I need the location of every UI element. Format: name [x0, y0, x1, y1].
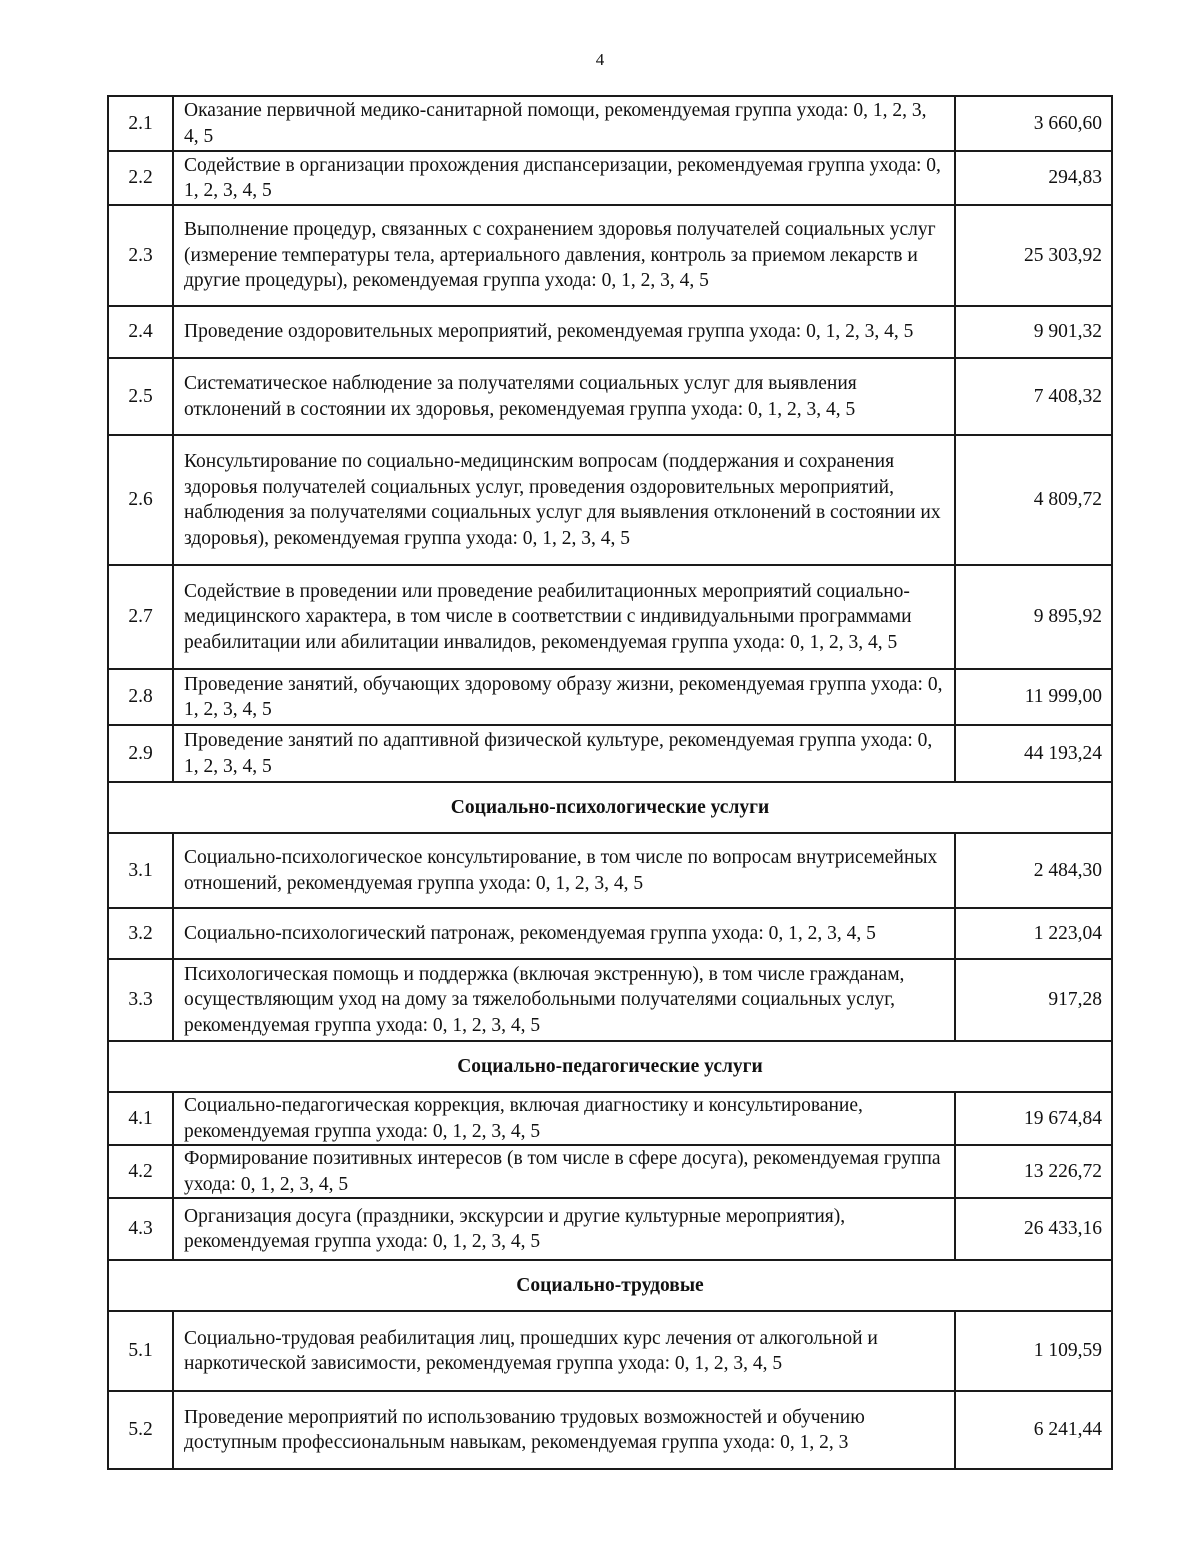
row-number: 2.3: [108, 205, 173, 306]
service-price: 4 809,72: [955, 435, 1112, 565]
section-title-pedagogical: Социально-педагогические услуги: [108, 1041, 1112, 1092]
table-row: [108, 669, 1112, 725]
table-row: [108, 1092, 1112, 1145]
row-number: 4.2: [108, 1145, 173, 1198]
service-price: 25 303,92: [955, 205, 1112, 306]
service-description: Организация досуга (праздники, экскурсии и другие культурные мероприятия), рекомендуемая группа ухода: 0, 1, 2, 3, 4, 5: [173, 1198, 955, 1260]
service-description: Социально-психологический патронаж, рекомендуемая группа ухода: 0, 1, 2, 3, 4, 5: [173, 908, 955, 959]
service-description: Проведение оздоровительных мероприятий, рекомендуемая группа ухода: 0, 1, 2, 3, 4, 5: [173, 306, 955, 358]
service-description: Систематическое наблюдение за получателями социальных услуг для выявления отклонений в состоянии их здоровья, рекомендуемая группа ухода: 0, 1, 2, 3, 4, 5: [173, 358, 955, 435]
service-description: Проведение мероприятий по использованию трудовых возможностей и обучению доступным профессиональным навыкам, рекомендуемая группа ухода: 0, 1, 2, 3: [173, 1391, 955, 1469]
table-row: [108, 358, 1112, 435]
table-row: [108, 151, 1112, 205]
tariff-table: [107, 95, 1113, 1470]
service-description: Содействие в проведении или проведение реабилитационных мероприятий социально-медицинского характера, в том числе в соответствии с индивидуальными программами реабилитации или абилитации инвалидов, рекомендуемая группа ухода: 0, 1, 2, 3, 4, 5: [173, 565, 955, 669]
table-row: [108, 1145, 1112, 1198]
service-description: Консультирование по социально-медицинским вопросам (поддержания и сохранения здоровья получателей социальных услуг, проведения оздоровительных мероприятий, наблюдения за получателями социальных услуг для выявления отклонений в состоянии их здоровья), рекомендуемая группа ухода: 0, 1, 2, 3, 4, 5: [173, 435, 955, 565]
service-price: 1 223,04: [955, 908, 1112, 959]
service-price: 19 674,84: [955, 1092, 1112, 1145]
service-description: Формирование позитивных интересов (в том числе в сфере досуга), рекомендуемая группа ухода: 0, 1, 2, 3, 4, 5: [173, 1145, 955, 1198]
row-number: 5.1: [108, 1311, 173, 1391]
service-price: 2 484,30: [955, 833, 1112, 908]
service-price: 11 999,00: [955, 669, 1112, 725]
service-description: Психологическая помощь и поддержка (включая экстренную), в том числе гражданам, осуществляющим уход на дому за тяжелобольными получателями социальных услуг, рекомендуемая группа ухода: 0, 1, 2, 3, 4, 5: [173, 959, 955, 1041]
service-price: 44 193,24: [955, 725, 1112, 782]
service-price: 13 226,72: [955, 1145, 1112, 1198]
row-number: 2.1: [108, 96, 173, 151]
service-description: Проведение занятий по адаптивной физической культуре, рекомендуемая группа ухода: 0, 1, 2, 3, 4, 5: [173, 725, 955, 782]
table-row: [108, 1198, 1112, 1260]
table-row: [108, 959, 1112, 1041]
row-number: 4.3: [108, 1198, 173, 1260]
service-price: 26 433,16: [955, 1198, 1112, 1260]
row-number: 3.3: [108, 959, 173, 1041]
table-row: [108, 435, 1112, 565]
section-title-psychological: Социально-психологические услуги: [108, 782, 1112, 833]
table-row: [108, 833, 1112, 908]
section-header-row: [108, 1041, 1112, 1092]
row-number: 2.4: [108, 306, 173, 358]
service-price: 1 109,59: [955, 1311, 1112, 1391]
row-number: 4.1: [108, 1092, 173, 1145]
section-title-labor: Социально-трудовые: [108, 1260, 1112, 1311]
row-number: 2.5: [108, 358, 173, 435]
row-number: 2.6: [108, 435, 173, 565]
service-price: 7 408,32: [955, 358, 1112, 435]
service-description: Социально-трудовая реабилитация лиц, прошедших курс лечения от алкогольной и наркотической зависимости, рекомендуемая группа ухода: 0, 1, 2, 3, 4, 5: [173, 1311, 955, 1391]
row-number: 2.2: [108, 151, 173, 205]
service-price: 6 241,44: [955, 1391, 1112, 1469]
service-description: Оказание первичной медико-санитарной помощи, рекомендуемая группа ухода: 0, 1, 2, 3, 4, 5: [173, 96, 955, 151]
service-description: Социально-психологическое консультирование, в том числе по вопросам внутрисемейных отношений, рекомендуемая группа ухода: 0, 1, 2, 3, 4, 5: [173, 833, 955, 908]
table-row: [108, 96, 1112, 151]
service-price: 9 901,32: [955, 306, 1112, 358]
table-row: [108, 908, 1112, 959]
table-row: [108, 205, 1112, 306]
table-row: [108, 306, 1112, 358]
section-header-row: [108, 1260, 1112, 1311]
row-number: 5.2: [108, 1391, 173, 1469]
row-number: 2.7: [108, 565, 173, 669]
service-description: Содействие в организации прохождения диспансеризации, рекомендуемая группа ухода: 0, 1, 2, 3, 4, 5: [173, 151, 955, 205]
row-number: 3.1: [108, 833, 173, 908]
row-number: 3.2: [108, 908, 173, 959]
service-description: Социально-педагогическая коррекция, включая диагностику и консультирование, рекомендуемая группа ухода: 0, 1, 2, 3, 4, 5: [173, 1092, 955, 1145]
service-description: Проведение занятий, обучающих здоровому образу жизни, рекомендуемая группа ухода: 0, 1, 2, 3, 4, 5: [173, 669, 955, 725]
page-number: 4: [595, 50, 605, 69]
table-row: [108, 1391, 1112, 1469]
service-price: 9 895,92: [955, 565, 1112, 669]
service-price: 917,28: [955, 959, 1112, 1041]
service-price: 294,83: [955, 151, 1112, 205]
row-number: 2.8: [108, 669, 173, 725]
section-header-row: [108, 782, 1112, 833]
table-row: [108, 725, 1112, 782]
table-row: [108, 565, 1112, 669]
table-row: [108, 1311, 1112, 1391]
row-number: 2.9: [108, 725, 173, 782]
service-description: Выполнение процедур, связанных с сохранением здоровья получателей социальных услуг (измерение температуры тела, артериального давления, контроль за приемом лекарств и другие процедуры), рекомендуемая группа ухода: 0, 1, 2, 3, 4, 5: [173, 205, 955, 306]
service-price: 3 660,60: [955, 96, 1112, 151]
